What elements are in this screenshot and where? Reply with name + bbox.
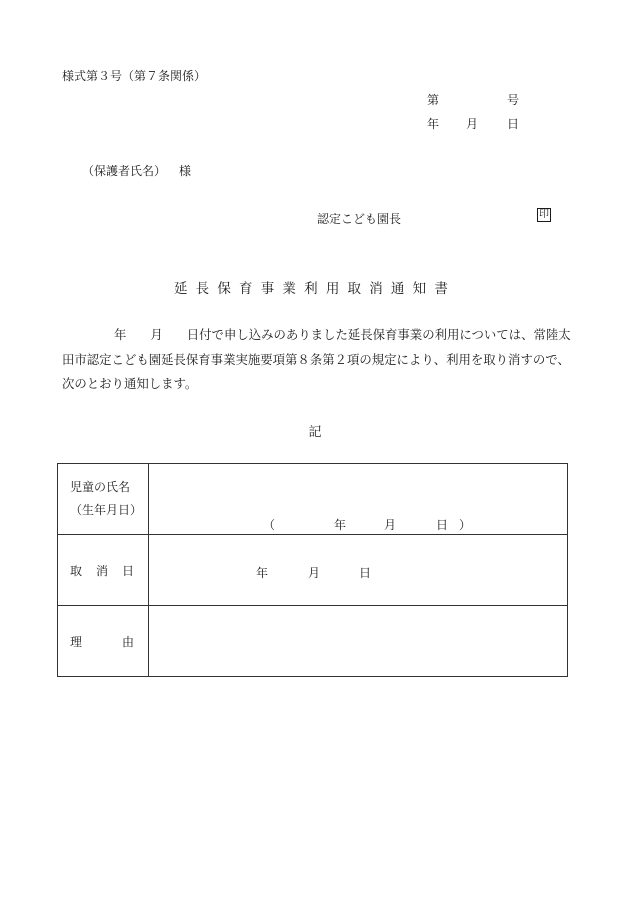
issue-date-year: 年: [427, 117, 440, 131]
birthdate-open-paren: （: [263, 518, 276, 532]
guardian-name-label: （保護者氏名）: [82, 164, 167, 178]
issuer-title: 認定こども園長: [317, 212, 402, 226]
ki-heading: 記: [308, 425, 322, 440]
birthdate-day: 日: [436, 518, 449, 532]
issue-date-day: 日: [507, 117, 520, 131]
birthdate-close-paren: ）: [459, 518, 472, 532]
reason-label-cell: [58, 606, 149, 677]
cancel-date-label-cell: [58, 535, 149, 606]
form-number: 様式第３号（第７条関係）: [62, 69, 207, 83]
cancel-label-char: 日: [121, 563, 134, 578]
reason-label-char: 理: [70, 634, 83, 649]
notice-body: [62, 323, 578, 397]
cancel-label-char: 取: [70, 563, 83, 578]
seal-stamp: 印: [539, 209, 549, 220]
issue-date-month: 月: [466, 117, 479, 131]
document-number-prefix: 第: [427, 93, 440, 107]
reason-cell[interactable]: [149, 606, 568, 677]
reason-label-char: 由: [121, 634, 134, 649]
cancel-date-cell[interactable]: [149, 535, 568, 606]
document-number-suffix: 号: [507, 93, 520, 107]
child-name-cell[interactable]: [149, 464, 568, 535]
body-year: 年: [114, 327, 127, 342]
birthdate-label: （生年月日）: [70, 503, 143, 517]
table-row-cancel-date: [58, 535, 568, 606]
cancel-date-month: 月: [308, 566, 321, 580]
body-text: 日付で申し込みのありました延長保育事業の利用については、常陸太田市認定こども園延長保育事業実施要項第８条第２項の規定により、利用を取り消すので、次のとおり通知します。: [62, 327, 571, 391]
document-title: 延長保育事業利用取消通知書: [173, 281, 457, 297]
table-row-child: [58, 464, 568, 535]
body-month: 月: [150, 327, 163, 342]
table-row-reason: [58, 606, 568, 677]
cancel-date-year: 年: [256, 566, 269, 580]
guardian-honorific: 様: [179, 164, 192, 178]
child-name-label: 児童の氏名: [70, 480, 131, 494]
birthdate-year: 年: [334, 518, 347, 532]
cancel-label-char: 消: [95, 563, 108, 578]
detail-table: [57, 463, 568, 677]
birthdate-month: 月: [384, 518, 397, 532]
child-name-label-cell: [58, 464, 149, 535]
cancel-date-day: 日: [359, 566, 372, 580]
